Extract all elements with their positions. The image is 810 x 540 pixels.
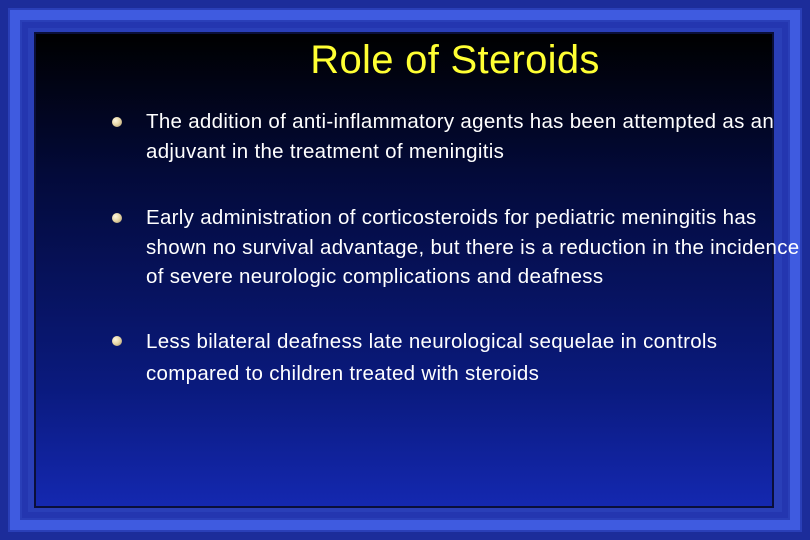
bullet-list bbox=[112, 107, 802, 390]
bullet-dot-icon bbox=[112, 117, 122, 127]
bullet-item bbox=[112, 326, 802, 390]
slide-title: Role of Steroids bbox=[310, 38, 600, 82]
bullet-text: The addition of anti-inflammatory agents has been attempted as an adjuvant in the treatment of meningitis bbox=[146, 110, 775, 163]
bullet-item bbox=[112, 203, 802, 292]
bullet-text: Less bilateral deafness late neurological sequelae in controls compared to children treated with steroids bbox=[146, 329, 718, 385]
bullet-item bbox=[112, 107, 802, 166]
bullet-text: Early administration of corticosteroids for pediatric meningitis has shown no survival advantage, but there is a reduction in the incidence of severe neurologic complications and deafness bbox=[146, 206, 800, 288]
bullet-dot-icon bbox=[112, 213, 122, 223]
bullet-dot-icon bbox=[112, 336, 122, 346]
